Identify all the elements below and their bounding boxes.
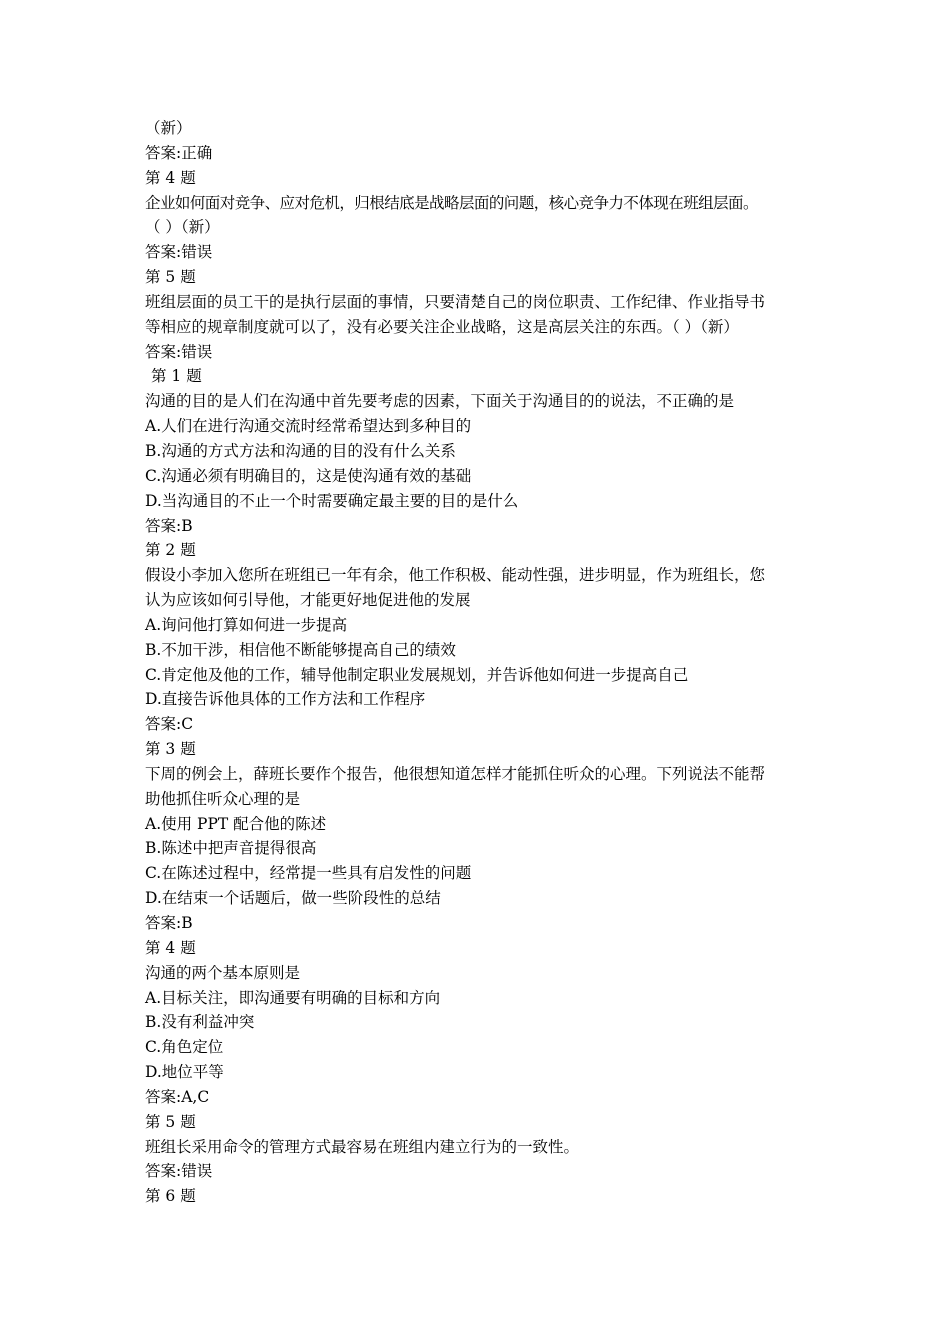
- question-number: 第 5 题: [145, 268, 196, 287]
- answer-line: 答案:C: [145, 715, 194, 734]
- question-text: 沟通的目的是人们在沟通中首先要考虑的因素，下面关于沟通目的的说法，不正确的是: [145, 392, 735, 411]
- document-body: [145, 116, 817, 1209]
- option-line: A.目标关注，即沟通要有明确的目标和方向: [145, 988, 441, 1007]
- option-line: B.陈述中把声音提得很高: [145, 839, 317, 858]
- question-number: 第 4 题: [145, 168, 196, 187]
- question-text: 认为应该如何引导他，才能更好地促进他的发展: [145, 591, 471, 610]
- option-line: A.询问他打算如何进一步提高: [145, 615, 348, 634]
- question-text: 班组长采用命令的管理方式最容易在班组内建立行为的一致性。: [145, 1137, 580, 1156]
- option-line: B.沟通的方式方法和沟通的目的没有什么关系: [145, 441, 456, 460]
- question-number: 第 3 题: [145, 740, 196, 759]
- question-text: 班组层面的员工干的是执行层面的事情，只要清楚自己的岗位职责、工作纪律、作业指导书: [145, 292, 766, 311]
- option-line: D.地位平等: [145, 1063, 224, 1082]
- answer-line: 答案:错误: [145, 1162, 213, 1181]
- option-line: D.直接告诉他具体的工作方法和工作程序: [145, 690, 426, 709]
- answer-line: 答案:错误: [145, 243, 213, 262]
- option-line: C.在陈述过程中，经常提一些具有启发性的问题: [145, 864, 472, 883]
- answer-line: 答案:B: [145, 516, 193, 535]
- question-number: 第 6 题: [145, 1187, 196, 1206]
- question-text: 企业如何面对竞争、应对危机，归根结底是战略层面的问题，核心竞争力不体现在班组层面。: [145, 193, 758, 212]
- answer-line: 答案:正确: [145, 143, 213, 162]
- question-number: 第 2 题: [145, 541, 196, 560]
- question-text: 下周的例会上，薛班长要作个报告，他很想知道怎样才能抓住听众的心理。下列说法不能帮: [145, 764, 766, 783]
- option-line: A.使用 PPT 配合他的陈述: [145, 814, 327, 833]
- question-text: 假设小李加入您所在班组已一年有余，他工作积极、能动性强，进步明显，作为班组长，您: [145, 566, 766, 585]
- answer-line: 答案:错误: [145, 342, 213, 361]
- option-line: C.沟通必须有明确目的，这是使沟通有效的基础: [145, 466, 472, 485]
- question-text: （ ）（新）: [145, 218, 220, 237]
- option-line: C.角色定位: [145, 1038, 224, 1057]
- question-number: 第 4 题: [145, 938, 196, 957]
- option-line: B.没有利益冲突: [145, 1013, 255, 1032]
- answer-line: 答案:B: [145, 914, 193, 932]
- option-line: A.人们在进行沟通交流时经常希望达到多种目的: [145, 417, 472, 436]
- option-line: D.当沟通目的不止一个时需要确定最主要的目的是什么: [145, 491, 519, 510]
- question-text: 沟通的两个基本原则是: [145, 963, 301, 982]
- option-line: B.不加干涉，相信他不断能够提高自己的绩效: [145, 640, 456, 659]
- option-line: D.在结束一个话题后，做一些阶段性的总结: [145, 889, 441, 908]
- text-line: （新）: [145, 119, 192, 137]
- question-text: 等相应的规章制度就可以了，没有必要关注企业战略，这是高层关注的东西。（ ）（新）: [145, 317, 739, 336]
- question-number: 第 1 题: [151, 367, 202, 386]
- question-number: 第 5 题: [145, 1112, 196, 1131]
- option-line: C.肯定他及他的工作，辅导他制定职业发展规划，并告诉他如何进一步提高自己: [145, 665, 689, 684]
- question-text: 助他抓住听众心理的是: [145, 789, 301, 808]
- answer-line: 答案:A,C: [145, 1087, 210, 1106]
